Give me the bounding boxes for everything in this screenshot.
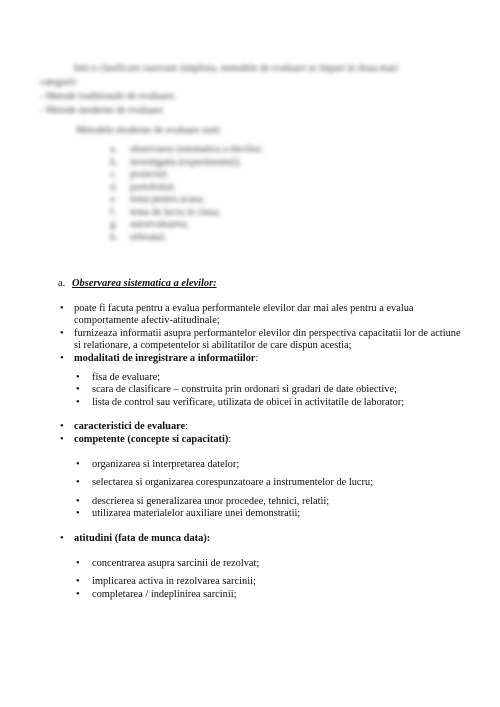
section-heading (58, 278, 466, 291)
sub-bullet-icon: • (76, 396, 80, 408)
list-item (40, 157, 460, 170)
sub-bullet-text: concentrarea asupra sarcinii de rezolvat; (92, 557, 260, 569)
list-text: observarea sistematica a elevilor; (130, 144, 263, 155)
bullet-icon: • (60, 302, 64, 314)
section-title: Observarea sistematica a elevilor: (72, 278, 217, 289)
methods-subheading: Metodele moderne de evaluare sunt: (76, 125, 222, 136)
methods-list (40, 144, 460, 244)
list-marker: c. (110, 169, 117, 180)
bullet-icon: • (60, 421, 64, 433)
sub-bullet-text: utilizarea materialelor auxiliare unei demonstratii; (92, 508, 301, 520)
bullet-heading: modalitati de inregistrare a informatiilor (74, 352, 256, 364)
list-text: investigatia (experimentul); (130, 156, 241, 168)
sub-bullet-icon: • (76, 477, 80, 489)
sub-bullet-icon: • (76, 588, 80, 600)
bullet-heading: caracteristici de evaluare (74, 421, 186, 433)
sub-bullet-icon: • (76, 508, 80, 520)
list-item (40, 207, 460, 220)
list-text: portofoliul; (130, 181, 176, 193)
bullet-suffix: : (255, 352, 259, 364)
method-category: - Metode traditionale de evaluare; (40, 91, 176, 102)
bullet-text (58, 353, 258, 366)
sub-bullet-item (58, 496, 466, 509)
list-text: proiectul; (130, 169, 169, 180)
list-item (40, 182, 460, 195)
blurred-preview (40, 62, 460, 272)
list-marker: d. (110, 181, 118, 193)
bullet-icon: • (60, 532, 64, 544)
sub-bullet-text: selectarea si organizarea corespunzatoare a instrumentelor de lucru; (92, 477, 374, 489)
bullet-item (58, 328, 466, 353)
sub-bullet-text: descrierea si generalizarea unor procedee, tehnici, relatii; (92, 495, 330, 507)
list-marker: b. (110, 156, 118, 168)
sub-bullet-item (58, 384, 466, 397)
sub-bullet-icon: • (76, 495, 80, 507)
sub-bullet-item (58, 508, 466, 521)
list-item (40, 194, 460, 207)
sub-bullet-text: lista de control sau verificare, utilizata de obicei in activitatile de laborator; (92, 396, 405, 408)
list-item (40, 232, 460, 245)
sub-bullet-text: fisa de evaluare; (92, 371, 161, 383)
sub-bullet-text: organizarea si interpretarea datelor; (92, 458, 240, 470)
bullet-heading: atitudini (fata de munca data): (74, 532, 211, 544)
list-text: autoevaluarea; (130, 219, 189, 230)
list-item (40, 169, 460, 182)
bullet-icon: • (60, 352, 64, 364)
sub-bullet-item (58, 459, 466, 472)
sub-bullet-item (58, 558, 466, 571)
list-marker: f. (110, 206, 116, 218)
sub-bullet-icon: • (76, 557, 80, 569)
sub-bullet-item (58, 477, 466, 490)
method-category: - Metode moderne de evaluare. (40, 105, 165, 116)
bullet-item (58, 434, 466, 447)
bullet-text: poate fi facuta pentru a evalua performantele elevilor dar mai ales pentru a evalua comportamente afectiv-atitudinale; (74, 302, 414, 327)
sub-bullet-text: scara de clasificare – construita prin ordonari si gradari de date obiective; (92, 384, 397, 396)
intro-line: Intr-o clasificare oarecum simplista, metodele de evaluare se impart in doua mari (74, 63, 399, 74)
list-text: referatul. (130, 231, 167, 243)
sub-bullet-text: completarea / indeplinirea sarcinii; (92, 588, 237, 600)
bullet-text: furnizeaza informatii asupra performantelor elevilor din perspectiva capacitatii lor de actiune si relationare, a competentelor si abilitatilor de care dispun acestia; (74, 327, 461, 352)
sub-bullet-item (58, 589, 466, 602)
section-letter: a. (58, 278, 66, 289)
sub-bullet-icon: • (76, 458, 80, 470)
bullet-item (58, 303, 466, 328)
bullet-text (58, 434, 231, 447)
list-marker: e. (110, 194, 117, 205)
bullet-item (58, 353, 466, 366)
bullet-item (58, 533, 466, 546)
list-marker: a. (110, 144, 117, 155)
list-item (40, 219, 460, 232)
bullet-item (58, 421, 466, 434)
bullet-icon: • (60, 433, 64, 445)
list-text: tema pentru acasa; (130, 194, 205, 205)
list-item (40, 144, 460, 157)
bullet-suffix: : (185, 421, 189, 433)
sub-bullet-text: implicarea activa in rezolvarea sarcinii; (92, 576, 256, 588)
sub-bullet-icon: • (76, 371, 80, 383)
sub-bullet-item (58, 397, 466, 410)
document-body (58, 278, 466, 601)
sub-bullet-icon: • (76, 384, 80, 396)
list-text: tema de lucru in clasa; (130, 206, 220, 218)
sub-bullet-item (58, 576, 466, 589)
list-marker: h. (110, 231, 118, 243)
bullet-icon: • (60, 327, 64, 339)
sub-bullet-icon: • (76, 576, 80, 588)
list-marker: g. (110, 219, 118, 230)
intro-line: categorii: (40, 77, 78, 88)
bullet-suffix: : (228, 433, 232, 445)
bullet-heading: competente (concepte si capacitati) (74, 433, 229, 445)
bullet-text (58, 421, 188, 434)
sub-bullet-item (58, 372, 466, 385)
